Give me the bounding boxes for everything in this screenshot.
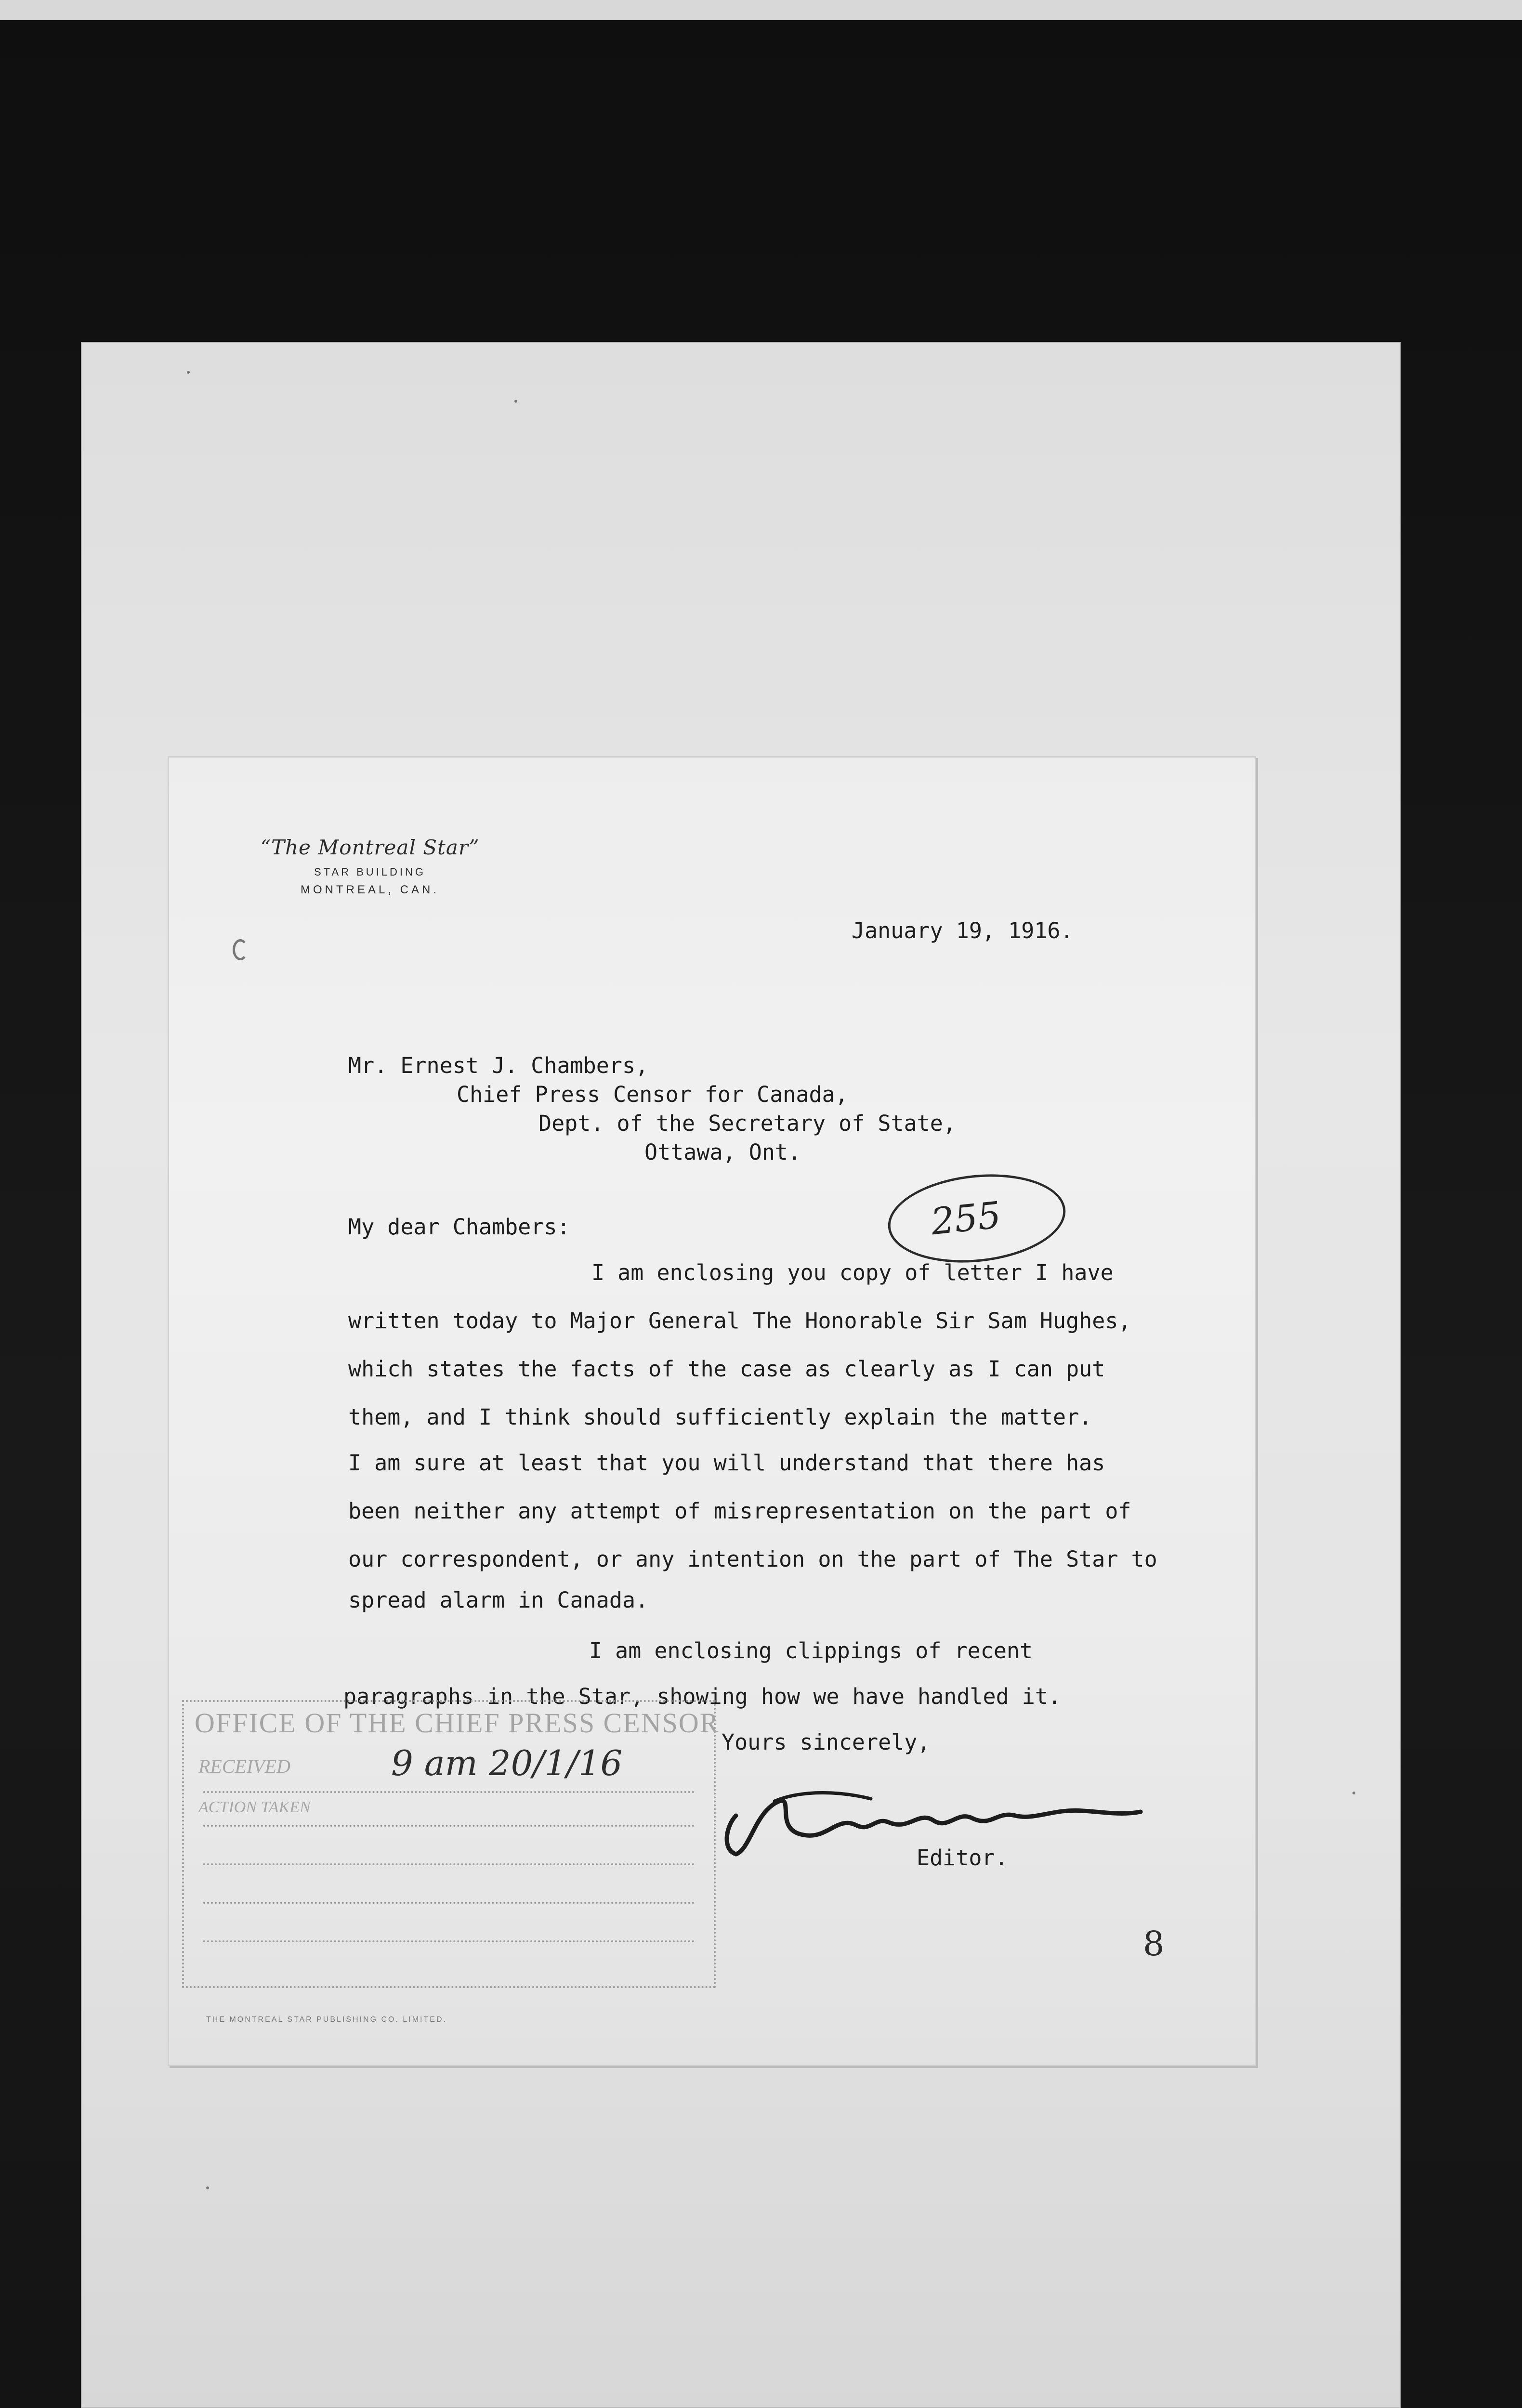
closing: Yours sincerely, <box>722 1729 931 1755</box>
letterhead-building: STAR BUILDING <box>314 866 426 878</box>
letter-sheet <box>168 756 1256 2066</box>
body-line: which states the facts of the case as clearly as I can put <box>348 1356 1105 1382</box>
paper-speck <box>1352 1792 1355 1794</box>
punch-hole-mark <box>233 939 248 960</box>
body-line: been neither any attempt of misrepresentation on the part of <box>348 1498 1131 1524</box>
recipient-line: Dept. of the Secretary of State, <box>538 1111 956 1136</box>
body-line: I am enclosing you copy of letter I have <box>591 1260 1114 1285</box>
stamp-rule <box>203 1791 695 1793</box>
stamp-action-label: ACTION TAKEN <box>198 1798 311 1816</box>
stamp-rule <box>203 1825 695 1827</box>
page-mark-handwritten: 8 <box>1143 1924 1165 1963</box>
letterhead-city: MONTREAL, CAN. <box>300 883 440 896</box>
body-line: written today to Major General The Honorable Sir Sam Hughes, <box>348 1308 1131 1334</box>
body-line: I am enclosing clippings of recent <box>589 1638 1033 1663</box>
publisher-imprint: THE MONTREAL STAR PUBLISHING CO. LIMITED. <box>206 2015 447 2024</box>
body-line: spread alarm in Canada. <box>348 1587 649 1613</box>
recipient-line: Ottawa, Ont. <box>644 1139 801 1165</box>
body-line: I am sure at least that you will understand that there has <box>348 1450 1105 1476</box>
salutation: My dear Chambers: <box>348 1214 570 1240</box>
file-number-handwritten: 255 <box>929 1193 1003 1243</box>
stamp-rule <box>203 1902 695 1904</box>
stamp-received-date: 9 am 20/1/16 <box>391 1743 623 1783</box>
letterhead <box>249 836 490 897</box>
stamp-rule <box>203 1940 695 1942</box>
signoff: Editor. <box>917 1845 1008 1871</box>
stamp-title: OFFICE OF THE CHIEF PRESS CENSOR <box>195 1707 720 1739</box>
body-line: paragraphs in the Star, showing how we have handled it. <box>343 1684 1062 1709</box>
paper-speck <box>206 2186 209 2189</box>
received-stamp <box>182 1700 720 1988</box>
film-top-edge <box>0 0 1522 20</box>
letter-date: January 19, 1916. <box>852 918 1074 943</box>
paper-speck <box>514 400 517 403</box>
recipient-line: Chief Press Censor for Canada, <box>457 1082 848 1107</box>
recipient-line: Mr. Ernest J. Chambers, <box>348 1053 649 1078</box>
letterhead-name: “The Montreal Star” <box>260 836 480 859</box>
body-line: our correspondent, or any intention on the part of The Star to <box>348 1546 1157 1572</box>
stamp-received-label: RECEIVED <box>198 1755 291 1777</box>
body-line: them, and I think should sufficiently explain the matter. <box>348 1404 1092 1430</box>
stamp-rule <box>203 1863 695 1865</box>
paper-speck <box>187 371 190 374</box>
